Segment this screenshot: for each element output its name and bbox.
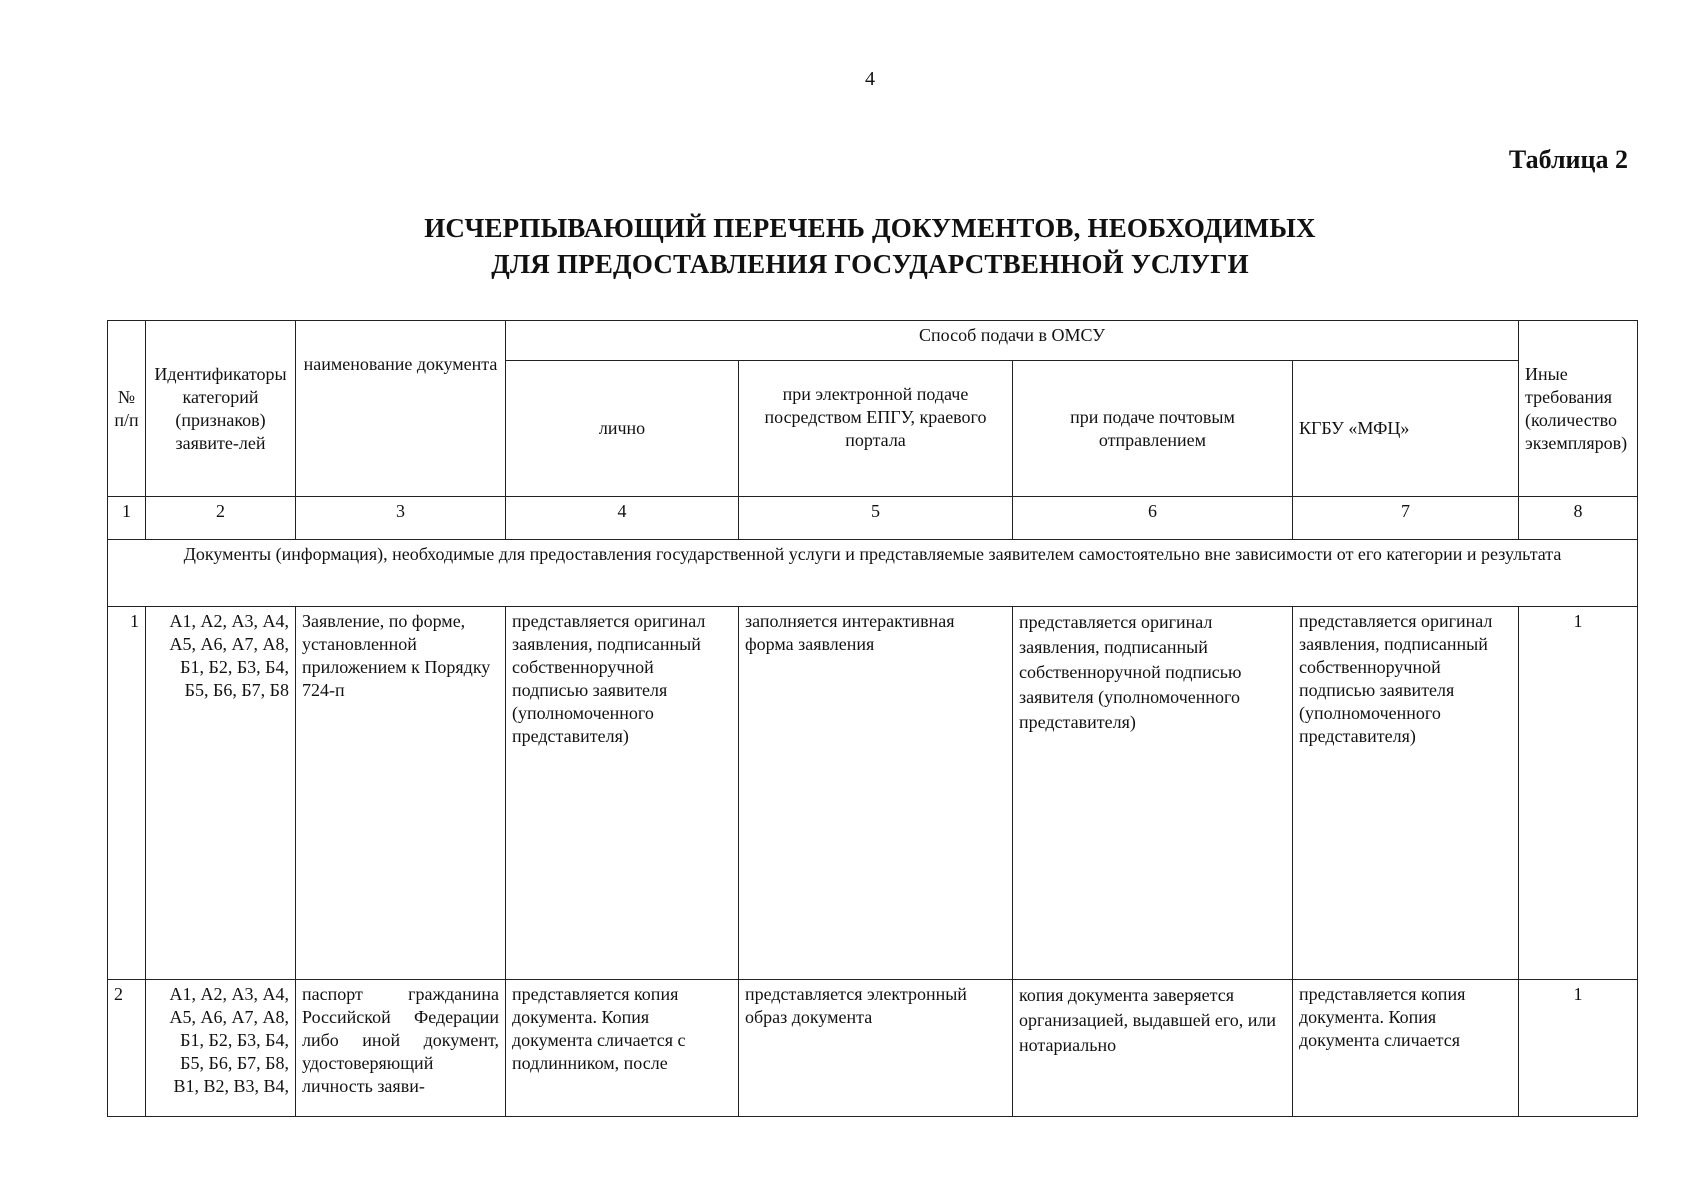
- cell-postal: представляется оригинал заявления, подписанный собственноручной подписью заявителя (уполномоченного представителя): [1013, 607, 1293, 980]
- column-number: 8: [1519, 497, 1638, 540]
- cell-mfc: представляется копия документа. Копия документа сличается: [1293, 980, 1519, 1117]
- header-electronic: при электронной подаче посредством ЕПГУ, краевого портала: [739, 361, 1013, 497]
- column-number: 1: [108, 497, 146, 540]
- cell-in-person: представляется оригинал заявления, подписанный собственноручной подписью заявителя (уполномоченного представителя): [506, 607, 739, 980]
- cell-identifiers: А1, А2, А3, А4, А5, А6, А7, А8, Б1, Б2, Б3, Б4, Б5, Б6, Б7, Б8: [146, 607, 296, 980]
- header-in-person: лично: [506, 361, 739, 497]
- header-identifiers: Идентификаторы категорий (признаков) заявите-лей: [146, 321, 296, 497]
- cell-in-person: представляется копия документа. Копия документа сличается с подлинником, после: [506, 980, 739, 1117]
- table-label: Таблица 2: [1508, 145, 1628, 174]
- column-number: 3: [296, 497, 506, 540]
- column-number: 6: [1013, 497, 1293, 540]
- cell-num: 1: [108, 607, 146, 980]
- documents-table: [107, 320, 1638, 1117]
- header-other: Иные требования (количество экземпляров): [1519, 321, 1638, 497]
- cell-num: 2: [108, 980, 146, 1117]
- cell-electronic: заполняется интерактивная форма заявления: [739, 607, 1013, 980]
- cell-identifiers: А1, А2, А3, А4, А5, А6, А7, А8, Б1, Б2, Б3, Б4, Б5, Б6, Б7, Б8, В1, В2, В3, В4,: [146, 980, 296, 1117]
- cell-other: 1: [1519, 980, 1638, 1117]
- column-number: 7: [1293, 497, 1519, 540]
- table-row: [108, 607, 1638, 980]
- document-title: [0, 210, 1706, 282]
- column-number: 4: [506, 497, 739, 540]
- page-number: 4: [865, 68, 875, 90]
- header-mfc: КГБУ «МФЦ»: [1293, 361, 1519, 497]
- column-number: 2: [146, 497, 296, 540]
- cell-other: 1: [1519, 607, 1638, 980]
- cell-electronic: представляется электронный образ документа: [739, 980, 1013, 1117]
- header-num: № п/п: [108, 321, 146, 497]
- header-method-group: Способ подачи в ОМСУ: [506, 321, 1519, 361]
- title-line-2: ДЛЯ ПРЕДОСТАВЛЕНИЯ ГОСУДАРСТВЕННОЙ УСЛУГИ: [491, 249, 1249, 279]
- cell-mfc: представляется оригинал заявления, подписанный собственноручной подписью заявителя (уполномоченного представителя): [1293, 607, 1519, 980]
- header-doc-name: наименование документа: [296, 321, 506, 497]
- cell-postal: копия документа заверяется организацией, выдавшей его, или нотариально: [1013, 980, 1293, 1117]
- table-row: [108, 980, 1638, 1117]
- cell-doc-name: Заявление, по форме, установленной приложением к Порядку 724-п: [296, 607, 506, 980]
- section-title: Документы (информация), необходимые для предоставления государственной услуги и представляемые заявителем самостоятельно вне зависимости от его категории и результата: [108, 540, 1638, 607]
- header-postal: при подаче почтовым отправлением: [1013, 361, 1293, 497]
- column-number: 5: [739, 497, 1013, 540]
- cell-doc-name: паспорт гражданина Российской Федерации либо иной документ, удостоверяющий личность заяви-: [296, 980, 506, 1117]
- title-line-1: ИСЧЕРПЫВАЮЩИЙ ПЕРЕЧЕНЬ ДОКУМЕНТОВ, НЕОБХОДИМЫХ: [424, 213, 1316, 243]
